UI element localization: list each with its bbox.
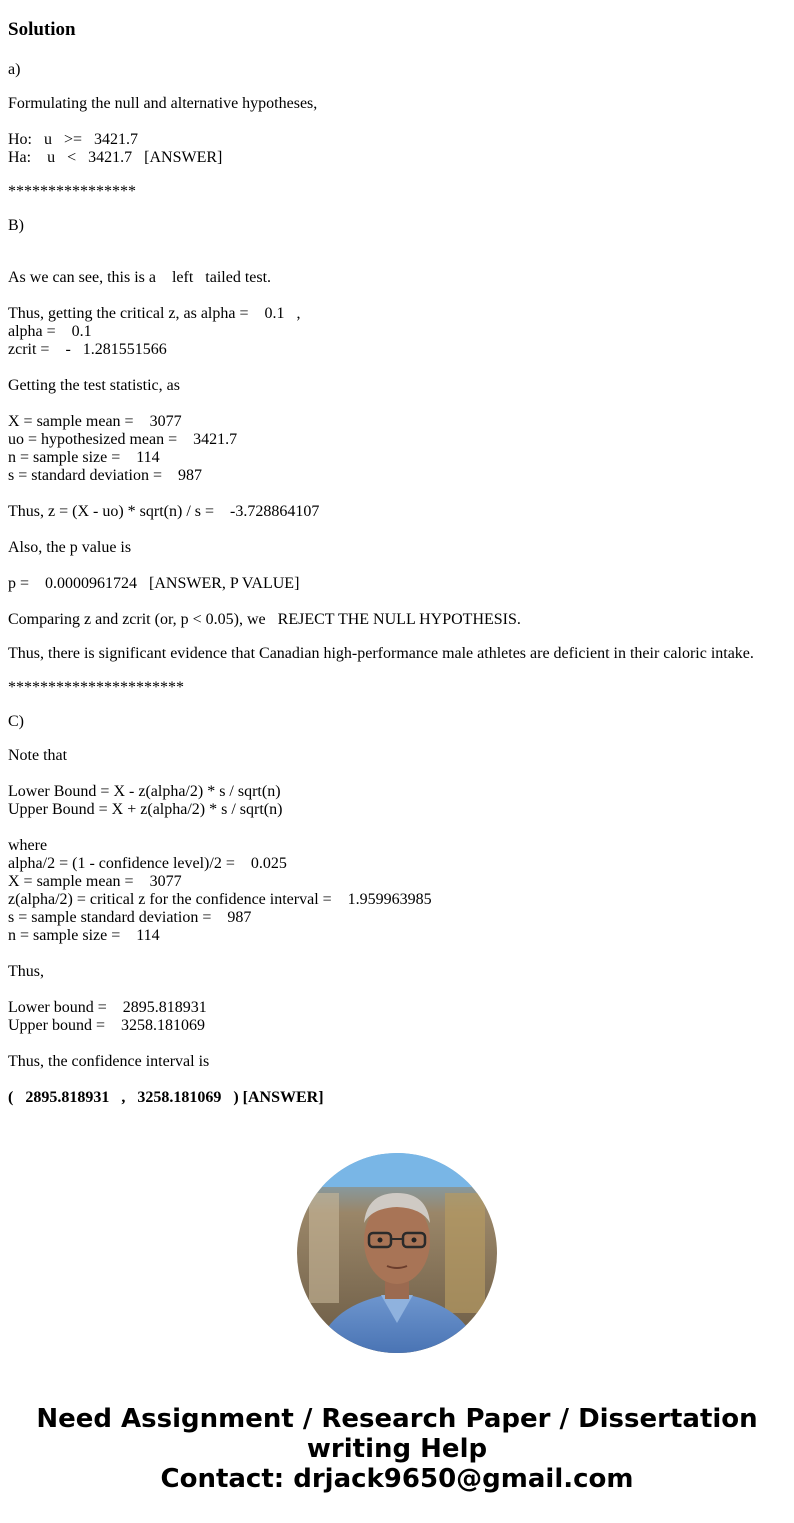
lower-bound-formula: Lower Bound = X - z(alpha/2) * s / sqrt(n) bbox=[8, 783, 281, 800]
conclusion: Thus, there is significant evidence that Canadian high-performance male athletes are deficient in their caloric intake. bbox=[8, 645, 754, 662]
zcrit-value: zcrit = - 1.281551566 bbox=[8, 341, 167, 358]
promo-line-1: Need Assignment / Research Paper / Dissertation bbox=[36, 1404, 758, 1434]
author-portrait-image bbox=[297, 1153, 497, 1353]
author-photo bbox=[297, 1153, 497, 1353]
comparison-decision: Comparing z and zcrit (or, p < 0.05), we REJECT THE NULL HYPOTHESIS. bbox=[8, 611, 521, 628]
part-a-label: a) bbox=[8, 61, 21, 78]
p-value-intro: Also, the p value is bbox=[8, 539, 132, 556]
ci-critical-z: z(alpha/2) = critical z for the confidence interval = 1.959963985 bbox=[8, 891, 432, 908]
thus-label: Thus, bbox=[8, 963, 44, 980]
where-label: where bbox=[8, 837, 48, 854]
ci-standard-deviation: s = sample standard deviation = 987 bbox=[8, 909, 252, 926]
hypotheses-intro: Formulating the null and alternative hypotheses, bbox=[8, 95, 318, 112]
standard-deviation: s = standard deviation = 987 bbox=[8, 467, 203, 484]
confidence-interval-answer: ( 2895.818931 , 3258.181069 ) [ANSWER] bbox=[8, 1089, 324, 1106]
p-value: p = 0.0000961724 [ANSWER, P VALUE] bbox=[8, 575, 300, 592]
critical-z-intro: Thus, getting the critical z, as alpha = 0.1 , bbox=[8, 305, 301, 322]
part-c-label: C) bbox=[8, 713, 24, 730]
ci-sample-size: n = sample size = 114 bbox=[8, 927, 160, 944]
separator: ********************** bbox=[8, 679, 184, 696]
test-statistic-intro: Getting the test statistic, as bbox=[8, 377, 180, 394]
ci-sample-mean: X = sample mean = 3077 bbox=[8, 873, 182, 890]
promo-contact: Contact: drjack9650@gmail.com bbox=[160, 1464, 634, 1494]
sample-mean: X = sample mean = 3077 bbox=[8, 413, 182, 430]
note-that: Note that bbox=[8, 747, 68, 764]
upper-bound-formula: Upper Bound = X + z(alpha/2) * s / sqrt(n) bbox=[8, 801, 283, 818]
ci-intro: Thus, the confidence interval is bbox=[8, 1053, 210, 1070]
upper-bound: Upper bound = 3258.181069 bbox=[8, 1017, 206, 1034]
promo-banner bbox=[0, 1404, 794, 1494]
null-hypothesis: Ho: u >= 3421.7 bbox=[8, 131, 139, 148]
alpha-half: alpha/2 = (1 - confidence level)/2 = 0.025 bbox=[8, 855, 287, 872]
part-b-label: B) bbox=[8, 217, 24, 234]
alpha-value: alpha = 0.1 bbox=[8, 323, 92, 340]
hypothesized-mean: uo = hypothesized mean = 3421.7 bbox=[8, 431, 238, 448]
z-statistic: Thus, z = (X - uo) * sqrt(n) / s = -3.728864107 bbox=[8, 503, 320, 520]
separator: **************** bbox=[8, 183, 136, 200]
promo-line-2: writing Help bbox=[306, 1434, 488, 1464]
alternative-hypothesis: Ha: u < 3421.7 [ANSWER] bbox=[8, 149, 223, 166]
sample-size: n = sample size = 114 bbox=[8, 449, 160, 466]
solution-heading: Solution bbox=[8, 19, 76, 40]
lower-bound: Lower bound = 2895.818931 bbox=[8, 999, 207, 1016]
tail-statement: As we can see, this is a left tailed test. bbox=[8, 269, 272, 286]
